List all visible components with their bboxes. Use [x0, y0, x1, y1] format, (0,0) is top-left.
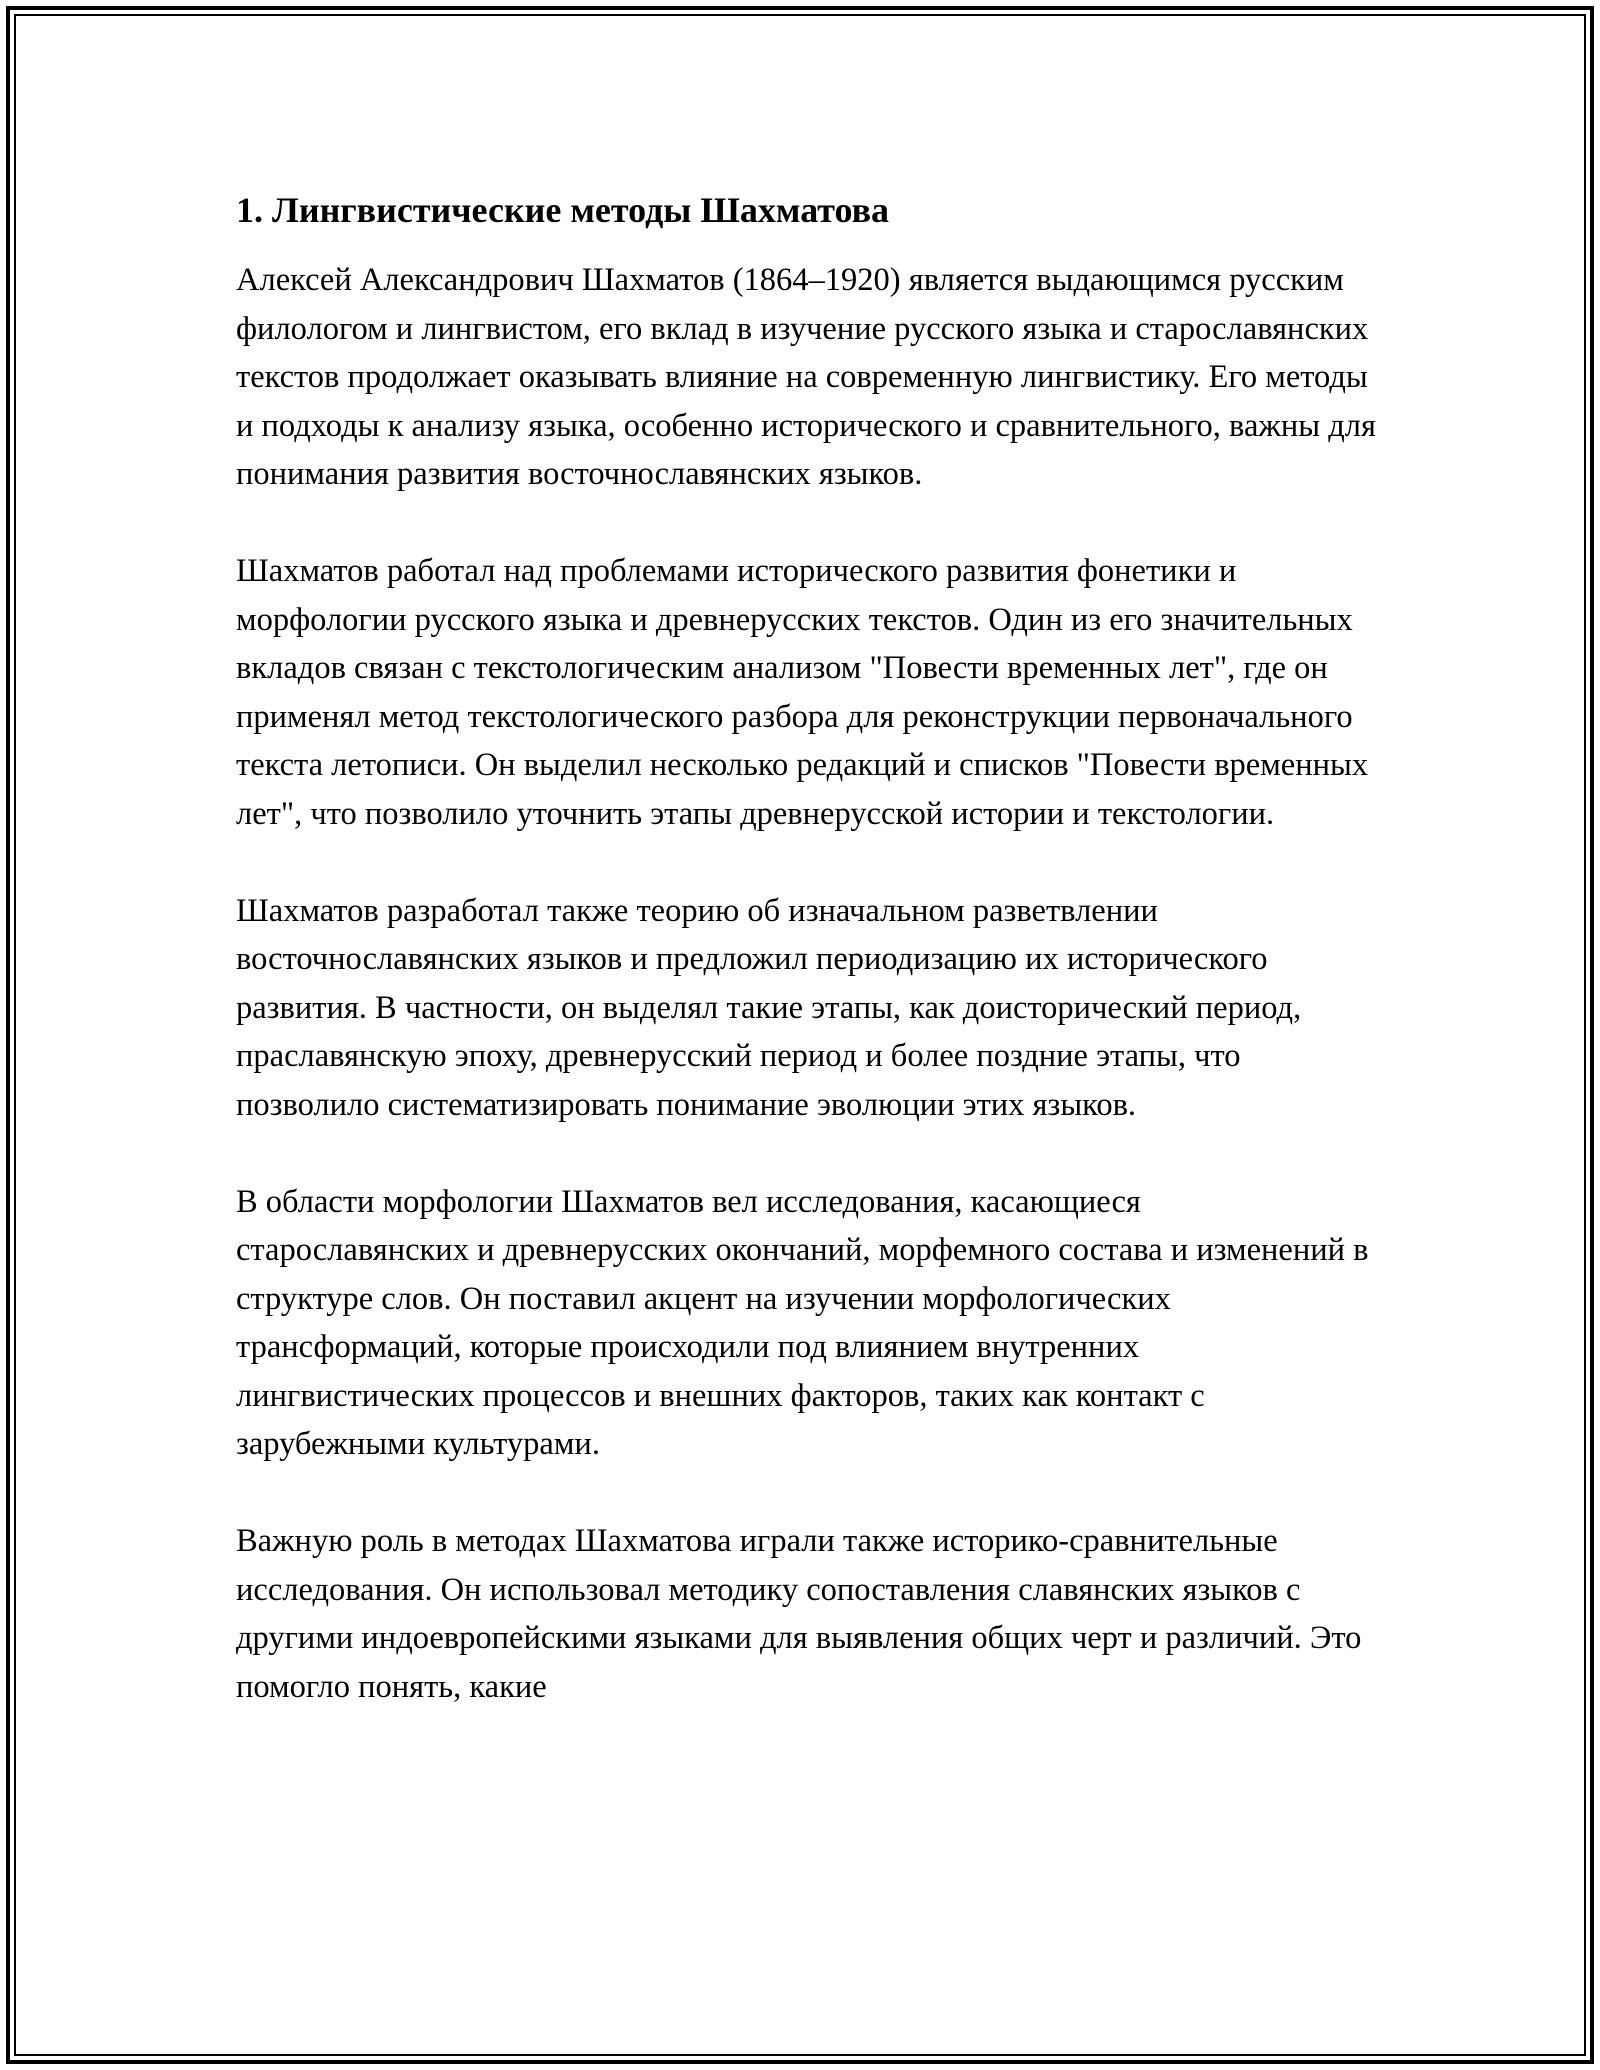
section-heading: 1. Лингвистические методы Шахматова — [236, 190, 890, 230]
document-body — [236, 186, 1376, 1760]
paragraph-5: Важную роль в методах Шахматова играли также историко-сравнительные исследования. Он использовал методику сопоставления славянских языков с другими индоевропейскими языками для выявления общих черт и различий. Это помогло понять, какие — [236, 1523, 1362, 1705]
paragraph-1: Алексей Александрович Шахматов (1864–1920) является выдающимся русским филологом и лингвистом, его вклад в изучение русского языка и старославянских текстов продолжает оказывать влияние на современную лингвистику. Его методы и подходы к анализу языка, особенно исторического и сравнительного, важны для понимания развития восточнославянских языков. — [236, 262, 1376, 492]
paragraph-3: Шахматов разработал также теорию об изначальном разветвлении восточнославянских языков и предложил периодизацию их исторического развития. В частности, он выделял такие этапы, как доисторический период, праславянскую эпоху, древнерусский период и более поздние этапы, что позволило систематизировать понимание эволюции этих языков. — [236, 892, 1302, 1123]
paragraph-4: В области морфологии Шахматов вел исследования, касающиеся старославянских и древнерусских окончаний, морфемного состава и изменений в структуре слов. Он поставил акцент на изучении морфологических трансформаций, которые происходили под влиянием внутренних лингвистических процессов и внешних факторов, таких как контакт с зарубежными культурами. — [236, 1183, 1369, 1462]
paragraph-2: Шахматов работал над проблемами исторического развития фонетики и морфологии русского языка и древнерусских текстов. Один из его значительных вкладов связан с текстологическим анализом "Повести временных лет", где он применял метод текстологического разбора для реконструкции первоначального текста летописи. Он выделил несколько редакций и списков "Повести временных лет", что позволило уточнить этапы древнерусской истории и текстологии. — [236, 553, 1369, 832]
